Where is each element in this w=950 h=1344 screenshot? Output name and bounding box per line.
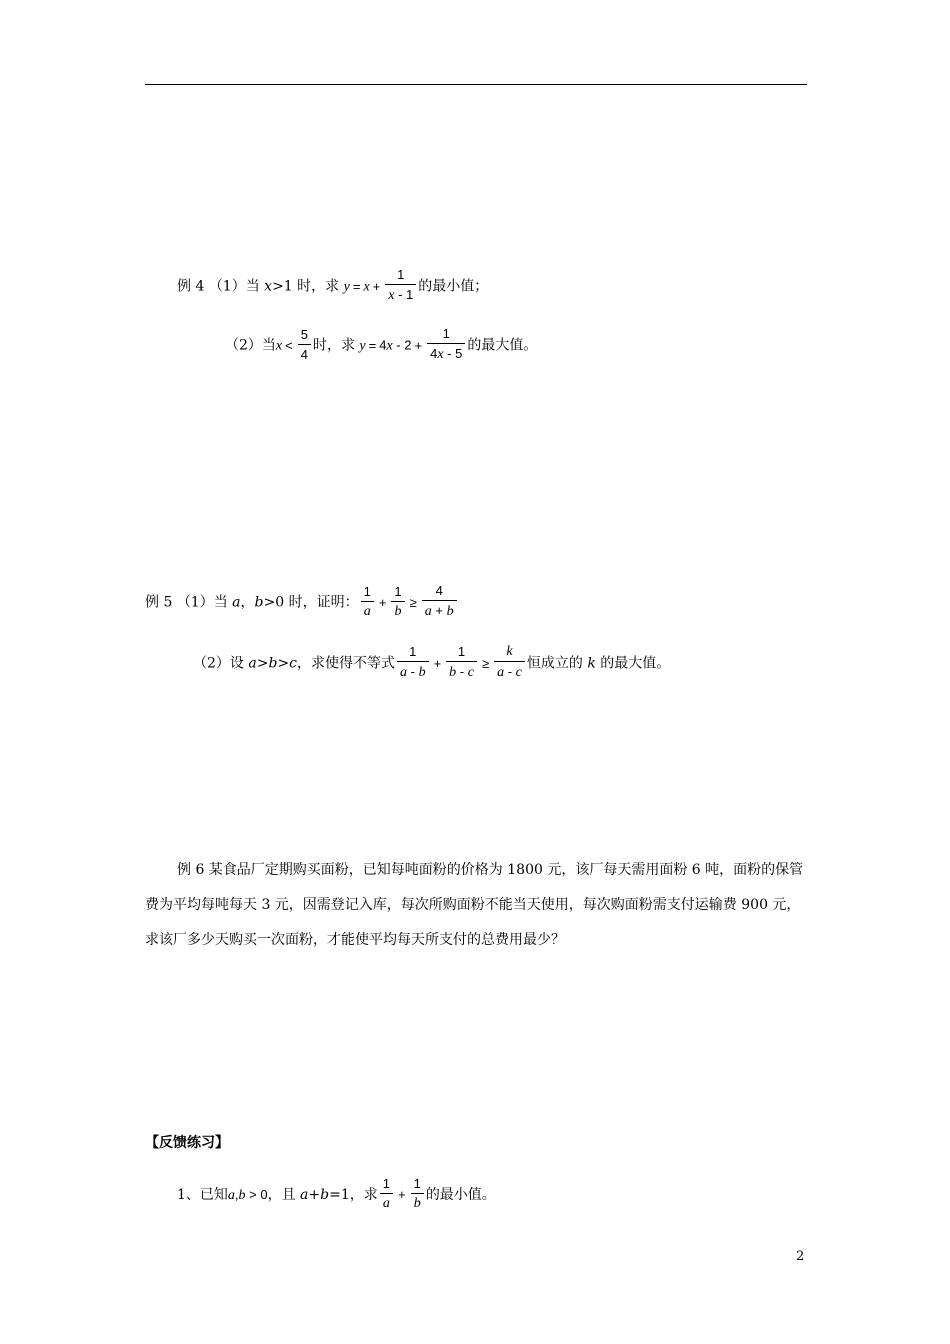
example-5-part-1: 例 5 （1）当 a，b>0 时，证明： $\frac{1}{a}$ + $\frac{1}{b}$ ≥ $\frac{4}{a + b}$: [145, 584, 459, 621]
fraction: $\frac{k}{a - c}$: [494, 644, 525, 681]
example-6-paragraph: 例 6 某食品厂定期购买面粉，已知每吨面粉的价格为 1800 元，该厂每天需用面粉 6 吨，面粉的保管费为平均每吨每天 3 元，因需登记入库，每次所购面粉不能当天使用，每次购面粉需支付运输费 900 元，求该厂多少天购买一次面粉，才能使平均每天所支付的总费用最少？: [145, 862, 804, 948]
feedback-question-1: 1、已知a,b > 0，且 a+b=1，求 $\frac{1}{a}$ + $\frac{1}{b}$ 的最小值。: [177, 1176, 496, 1211]
fraction: $\frac{1}{b}$: [411, 1176, 424, 1212]
example-4-part-1: 例 4 （1）当 x>1 时，求 y = x + $\frac{1}{x - 1}$ 的最小值；: [177, 267, 489, 303]
example-label: 例 5: [145, 594, 173, 611]
fraction: $\frac{1}{b - c}$: [446, 644, 477, 681]
fraction: $\frac{1}{4x - 5}$: [427, 326, 465, 363]
example-5-part-2: （2）设 a>b>c，求使得不等式 $\frac{1}{a - b}$ + $\frac{1}{b - c}$ ≥ $\frac{k}{a - c}$ 恒成立的 k 的最大值。: [193, 644, 671, 680]
fraction: $\frac{1}{a}$: [380, 1176, 393, 1212]
fraction: $\frac{4}{a + b}$: [422, 583, 457, 620]
fraction: $\frac{1}{a - b}$: [397, 644, 429, 681]
fraction: $\frac{1}{x - 1}$: [385, 267, 416, 304]
fraction: $\frac{5}{4}$: [298, 327, 311, 363]
example-label: 例 4: [177, 278, 205, 295]
fraction: $\frac{1}{a}$: [361, 584, 374, 620]
header-rule: [145, 84, 807, 85]
page-number: 2: [796, 1249, 805, 1264]
example-4-part-2: （2）当x < $\frac{5}{4}$ 时，求 y = 4x - 2 + $\frac{1}{4x - 5}$ 的最大值。: [225, 326, 538, 362]
fraction: $\frac{1}{b}$: [391, 584, 404, 620]
section-heading: 【反馈练习】: [145, 1135, 229, 1151]
